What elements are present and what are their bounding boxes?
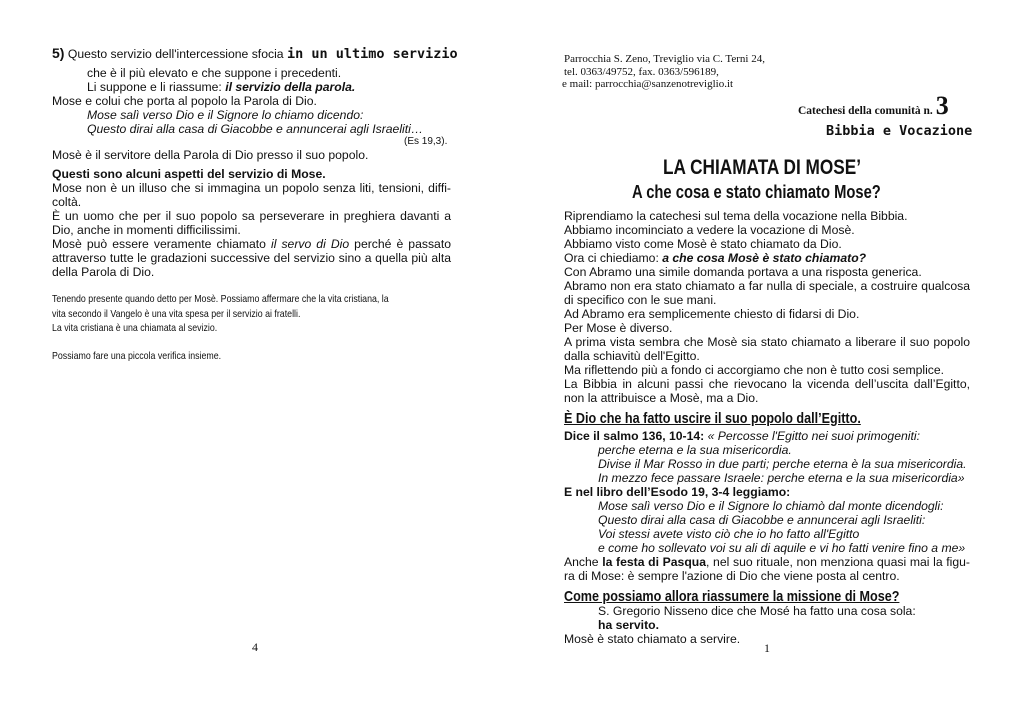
section-number: 5) [52,45,65,61]
section-heading: Come possiamo allora riassumere la missione di Mose? [564,588,900,605]
reference: (Es 19,3). [404,136,448,147]
text-line [564,429,920,443]
text-span: perché è passato [349,237,451,251]
emphasis-span: il servizio della parola. [225,80,356,94]
page-number: 4 [252,640,258,654]
series-label [798,91,949,123]
text-line: Per Mose è diverso. [564,321,673,335]
text-line [564,251,866,265]
text-line: coltà. [52,195,82,209]
quote-line: Divise il Mar Rosso in due parti; perche eterna è la sua misericordia. [598,457,967,471]
text-span: Mosè può essere veramente chiamato [52,237,271,251]
text-line [52,237,451,251]
section-5-intro [52,45,458,62]
text-line: Mosè è stato chiamato a servire. [564,632,741,646]
text-line: Ma riflettendo più a fondo ci accorgiamo che non è tutto cosi semplice. [564,363,945,377]
citation-label: E nel libro dell’Esodo 19, 3-4 leggiamo: [564,485,791,499]
quote-line: Questo dirai alla casa di Giacobbe e annuncerai agli Israeliti: [598,513,926,527]
series-text: Catechesi della comunità n. [798,105,933,117]
text-line: dalla schiavitù dell'Egitto. [564,349,700,363]
text-line: A prima vista sembra che Mosè sia stato chiamato a liberare il suo popolo [564,335,970,349]
quote-line: perche eterna e la sua misericordia. [598,443,792,457]
subtitle: Bibbia e Vocazione [826,123,973,139]
emphasis-span: a che cosa Mosè è stato chiamato? [662,251,867,265]
text-line: È un uomo che per il suo popolo sa perseverare in preghiera davanti a [52,209,451,223]
quote-line: e come ho sollevato voi su ali di aquile e vi ho fatti venire fino a me» [598,541,966,555]
text-line [87,80,355,94]
text-span: , nel suo rituale, non menziona quasi mai la figu- [706,555,970,569]
text-line: della Parola di Dio. [52,265,155,279]
emphasis-span: la festa di Pasqua [602,555,706,569]
text-line: Con Abramo una simile domanda portava a una risposta generica. [564,265,922,279]
text-line: Riprendiamo la catechesi sul tema della vocazione nella Bibbia. [564,209,908,223]
page-number: 1 [764,641,770,655]
text-span: Ora ci chiediamo: [564,251,663,265]
text-line: attraverso tutte le gradazioni successive del servizio sino a quella più alta [52,251,451,265]
text-line: non la attribuisce a Mosè, ma a Dio. [564,391,759,405]
text-line: Abramo non era stato chiamato a far nulla di speciale, a costruire qualcosa [564,279,970,293]
text-line: Mose e colui che porta al popolo la Parola di Dio. [52,94,317,108]
text-line: Abbiamo incominciato a vedere la vocazione di Mosè. [564,223,855,237]
section-heading: Questi sono alcuni aspetti del servizio di Mose. [52,167,326,181]
page-subtitle: A che cosa e stato chiamato Mose? [632,182,881,202]
address-line: tel. 0363/49752, fax. 0363/596189, [564,66,719,78]
text-line: Mosè è il servitore della Parola di Dio presso il suo popolo. [52,148,369,162]
series-number: 3 [935,91,949,120]
section-heading: È Dio che ha fatto uscire il suo popolo dall’Egitto. [564,410,861,427]
text-line: S. Gregorio Nisseno dice che Mosé ha fatto una cosa sola: [598,604,916,618]
small-text-line: Tenendo presente quando detto per Mosè. Possiamo affermare che la vita cristiana, la [52,293,389,305]
citation-label: Dice il salmo 136, 10-14: [564,429,708,443]
text-line: ra di Mose: è sempre l'azione di Dio che viene posta al centro. [564,569,900,583]
text-line: La Bibbia in alcuni passi che rievocano la vicenda dell’uscita dall’Egitto, [564,377,970,391]
text-line: Dio, anche in momenti difficilissimi. [52,223,241,237]
page-title: LA CHIAMATA DI MOSE’ [663,156,862,179]
text-line: di specifico con le sue mani. [564,293,717,307]
quote-line: Mose salì verso Dio e il Signore lo chiamo dicendo: [87,108,364,122]
quote-line: Mose salì verso Dio e il Signore lo chiamò dal monte dicendogli: [598,499,944,513]
text-span: Li suppone e li riassume: [87,80,226,94]
quote-line: Questo dirai alla casa di Giacobbe e annuncerai agli Israeliti… [87,122,424,136]
quote-line: Voi stessi avete visto ciò che io ho fatto all'Egitto [598,527,860,541]
small-text-line: vita secondo il Vangelo è una vita spesa per il servizio ai fratelli. [52,308,301,320]
quote-span: « Percosse l'Egitto nei suoi primogeniti: [707,429,920,443]
text-line: che è il più elevato e che suppone i precedenti. [87,66,342,80]
text-line [564,555,970,569]
address-line: Parrocchia S. Zeno, Treviglio via C. Terni 24, [564,53,765,65]
text-span: Anche [564,555,603,569]
strong-phrase: in un ultimo servizio [286,46,458,62]
text-line: ha servito. [598,618,659,632]
address-line: e mail: parrocchia@sanzenotreviglio.it [562,78,734,90]
quote-line: In mezzo fece passare Israele: perche eterna e la sua misericordia» [598,471,965,485]
emphasis-span: il servo di Dio [270,237,350,251]
text-line: Mose non è un illuso che si immagina un popolo senza liti, tensioni, diffi- [52,181,451,195]
text-line: Ad Abramo era semplicemente chiesto di fidarsi di Dio. [564,307,860,321]
small-text-line: Possiamo fare una piccola verifica insieme. [52,350,222,362]
text-line: Abbiamo visto come Mosè è stato chiamato da Dio. [564,237,842,251]
intro-text: Questo servizio dell'intercessione sfocia [67,47,287,61]
small-text-line: La vita cristiana è una chiamata al sevizio. [52,322,218,334]
